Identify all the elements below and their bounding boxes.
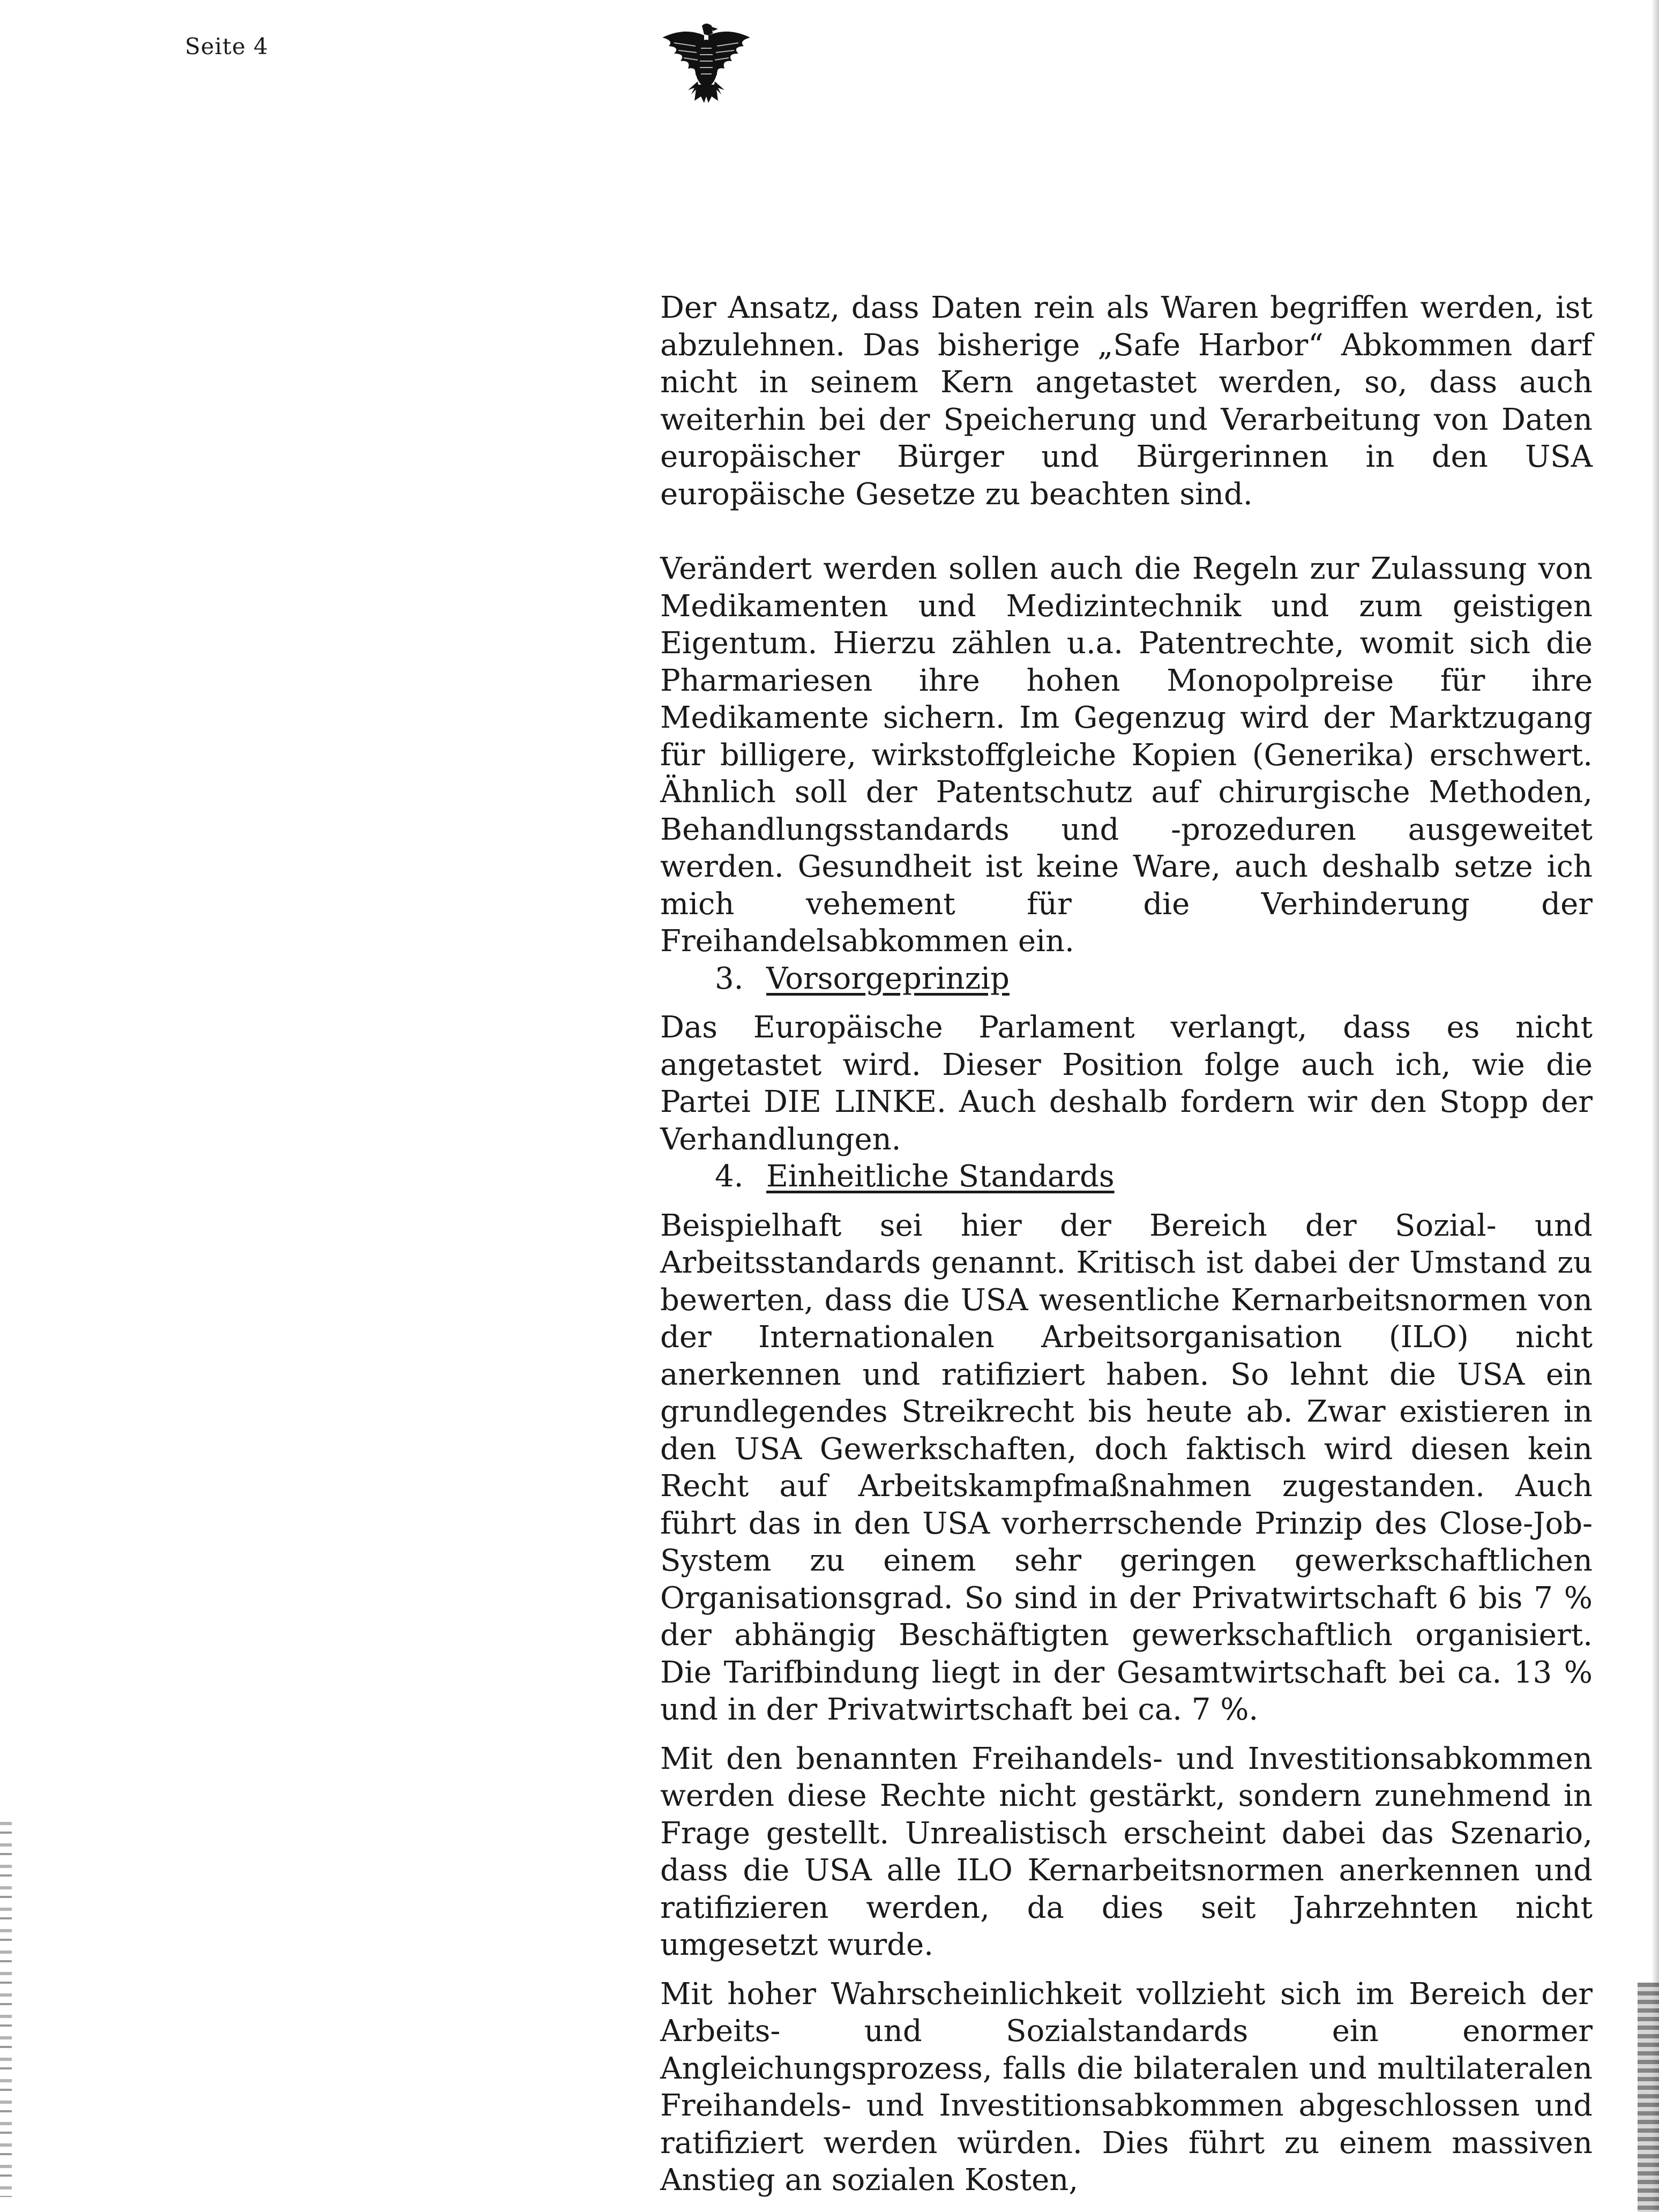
paragraph-rights-weakened: Mit den benannten Freihandels- und Investitionsabkommen werden diese Rechte nicht gestärkt, sondern zunehmend in Frage gestellt. Unrealistisch erscheint dabei das Szenario, dass die USA alle ILO Kernarbeitsnormen anerkennen und ratifizieren werden, da dies seit Jahrzehnten nicht umgesetzt wurde. <box>660 1741 1593 1962</box>
scan-edge-right <box>1651 0 1659 2212</box>
section-number: 4. <box>715 1159 744 1194</box>
page-number: Seite 4 <box>185 33 268 59</box>
paragraph-precaution: Das Europäische Parlament verlangt, dass es nicht angetastet wird. Dieser Position folge auch ich, wie die Partei DIE LINKE. Auch deshalb fordern wir den Stopp der Verhandlungen. <box>660 1010 1593 1157</box>
paragraph-data-goods: Der Ansatz, dass Daten rein als Waren begriffen werden, ist abzulehnen. Das bisherige „Safe Harbor“ Abkommen darf nicht in seinem Kern angetastet werden, so, dass auch weiterhin bei der Speicherung und Verarbeitung von Daten europäischer Bürger und Bürgerinnen in den USA europäische Gesetze zu beachten sind. <box>660 290 1593 512</box>
paragraph-harmonisation: Mit hoher Wahrscheinlichkeit vollzieht sich im Bereich der Arbeits- und Sozialstandards ein enormer Angleichungsprozess, falls die bilateralen und multilateralen Freihandels- und Investitionsabkommen abgeschlossen und ratifiziert werden würden. Dies führt zu einem massiven Anstieg an sozialen Kosten, <box>660 1976 1593 2198</box>
paragraph-labour-standards: Beispielhaft sei hier der Bereich der Sozial- und Arbeitsstandards genannt. Kritisch ist dabei der Umstand zu bewerten, dass die USA wesentliche Kernarbeitsnormen von der Internationalen Arbeitsorganisation (ILO) nicht anerkennen und ratifiziert haben. So lehnt die USA ein grundlegendes Streikrecht bis heute ab. Zwar existieren in den USA Gewerkschaften, doch faktisch wird diesen kein Recht auf Arbeitskampfmaßnahmen zugestanden. Auch führt das in den USA vorherrschende Prinzip des Close-Job-System zu einem sehr geringen gewerkschaftlichen Organisationsgrad. So sind in der Privatwirtschaft 6 bis 7 % der abhängig Beschäftigten gewerkschaftlich organisiert. Die Tarifbindung liegt in der Gesamtwirtschaft bei ca. 13 % und in der Privatwirtschaft bei ca. 7 %. <box>660 1208 1593 1727</box>
section-heading-precaution <box>660 960 1593 998</box>
federal-eagle-icon <box>653 21 760 107</box>
section-heading-standards <box>660 1158 1593 1195</box>
section-number: 3. <box>715 961 744 996</box>
section-title: Einheitliche Standards <box>766 1159 1115 1194</box>
paragraph-medicines-patents: Verändert werden sollen auch die Regeln zur Zulassung von Medikamenten und Medizintechnik und zum geistigen Eigentum. Hierzu zählen u.a. Patentrechte, womit sich die Pharmariesen ihre hohen Monopolpreise für ihre Medikamente sichern. Im Gegenzug wird der Marktzugang für billigere, wirkstoffgleiche Kopien (Generika) erschwert. Ähnlich soll der Patentschutz auf chirurgische Methoden, Behandlungsstandards und -prozeduren ausgeweitet werden. Gesundheit ist keine Ware, auch deshalb setze ich mich vehement für die Verhinderung der Freihandelsabkommen ein. <box>660 551 1593 959</box>
section-title: Vorsorgeprinzip <box>766 961 1010 996</box>
document-body <box>660 289 1593 2199</box>
scan-edge-left <box>0 1822 12 2197</box>
scan-edge-right-bottom <box>1638 1983 1659 2212</box>
